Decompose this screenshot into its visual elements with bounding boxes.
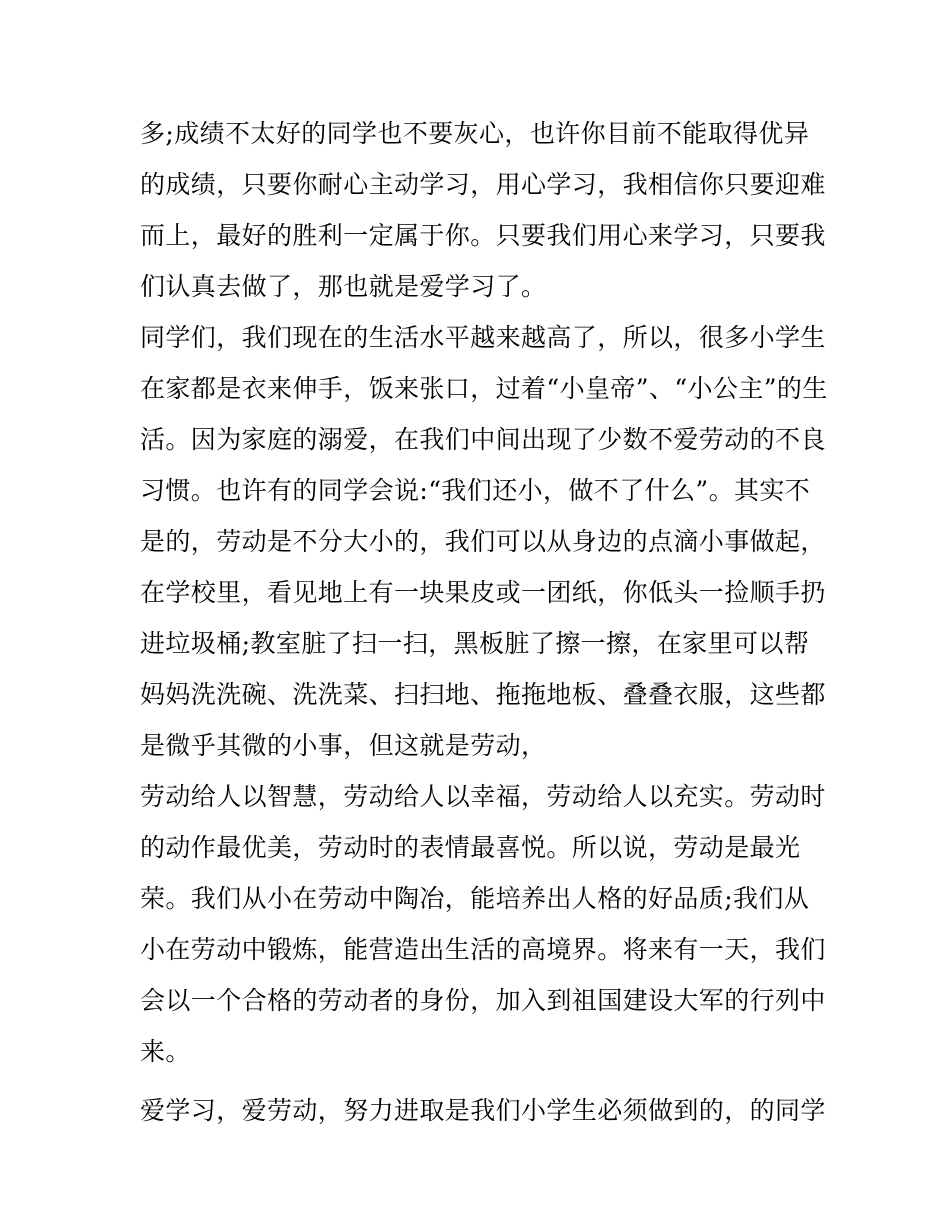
- text-line: 而上，最好的胜利一定属于你。只要我们用心来学习，只要我: [140, 221, 826, 250]
- text-line: 劳动给人以智慧，劳动给人以幸福，劳动给人以充实。劳动时: [140, 782, 826, 811]
- text-line: 活。因为家庭的溺爱，在我们中间出现了少数不爱劳动的不良: [140, 425, 826, 454]
- paragraph-4: [140, 1085, 826, 1136]
- text-line: 的动作最优美，劳动时的表情最喜悦。所以说，劳动是最光: [140, 833, 801, 862]
- text-line: 小在劳动中锻炼，能营造出生活的高境界。将来有一天，我们: [140, 935, 826, 964]
- text-line: 们认真去做了，那也就是爱学习了。: [140, 272, 547, 301]
- text-line: 进垃圾桶;教室脏了扫一扫，黑板脏了擦一擦，在家里可以帮: [140, 629, 810, 658]
- text-line: 是的，劳动是不分大小的，我们可以从身边的点滴小事做起，: [140, 527, 826, 556]
- text-line: 来。: [140, 1037, 191, 1066]
- paragraph-spacer: [140, 1077, 820, 1085]
- paragraph-2: [140, 312, 828, 771]
- text-line: 荣。我们从小在劳动中陶冶，能培养出人格的好品质;我们从: [140, 884, 810, 913]
- text-line: 在学校里，看见地上有一块果皮或一团纸，你低头一捡顺手扔: [140, 578, 826, 607]
- text-line: 爱学习，爱劳动，努力进取是我们小学生必须做到的，的同学: [140, 1096, 826, 1125]
- text-line: 在家都是衣来伸手，饭来张口，过着“小皇帝”、“小公主”的生: [140, 374, 828, 403]
- paragraph-1: [140, 108, 826, 312]
- text-line: 的成绩，只要你耐心主动学习，用心学习，我相信你只要迎难: [140, 170, 826, 199]
- text-line: 同学们，我们现在的生活水平越来越高了，所以，很多小学生: [140, 323, 826, 352]
- text-line: 是微乎其微的小事，但这就是劳动，: [140, 731, 547, 760]
- paragraph-3: [140, 771, 826, 1077]
- document-body: [140, 108, 828, 1136]
- text-line: 妈妈洗洗碗、洗洗菜、扫扫地、拖拖地板、叠叠衣服，这些都: [140, 680, 826, 709]
- text-line: 习惯。也许有的同学会说:“我们还小，做不了什么”。其实不: [140, 476, 811, 505]
- text-line: 多;成绩不太好的同学也不要灰心，也许你目前不能取得优异: [140, 119, 810, 148]
- text-line: 会以一个合格的劳动者的身份，加入到祖国建设大军的行列中: [140, 986, 826, 1015]
